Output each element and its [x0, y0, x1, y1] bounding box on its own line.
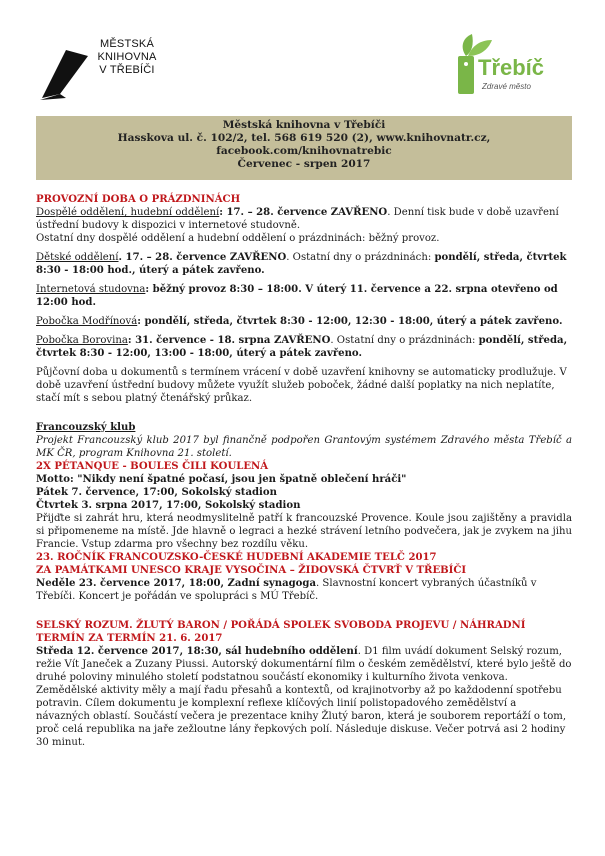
city-name: Třebíč: [478, 55, 545, 80]
header-title: Městská knihovna v Třebíči: [222, 119, 386, 131]
hours-adult: Dospělé oddělení, hudební oddělení: 17. – 28. července ZAVŘENO. Denní tisk bude v době uzavření ústřední budovy k dispozici v internetové studovně.: [36, 207, 559, 231]
hours-modrinova: Pobočka Modřínová: pondělí, středa, čtvrtek 8:30 - 12:00, 12:30 - 18:00, úterý a pátek zavřeno.: [36, 316, 563, 327]
hours-title: PROVOZNÍ DOBA O PRÁZDNINÁCH: [36, 194, 241, 205]
hours-children: Dětské oddělení. 17. – 28. července ZAVŘENO. Ostatní dny o prázdninách: pondělí, středa, čtvrtek 8:30 - 18:00 hod., úterý a pátek zavřeno.: [36, 252, 567, 276]
city-tagline: Zdravé město: [482, 82, 531, 91]
header-period: Červenec - srpen 2017: [237, 158, 371, 170]
adult-label: Dospělé oddělení, hudební oddělení: [36, 207, 220, 218]
event1-desc: Přijďte si zahrát hru, která neodmyslitelně patří k francouzské Provence. Koule jsou zajištěny a pravidla si připomeneme na místě. Jde hlavně o legraci a hezké strávení letního podvečera, jak je zvykem na jihu Francie. Vstup zdarma pro všechny bez rozdílu věku.: [36, 513, 572, 550]
header-facebook: facebook.com/knihovnatrebic: [216, 145, 392, 157]
content: [36, 193, 572, 749]
event2-title1: 23. ROČNÍK FRANCOUZSKO-ČESKÉ HUDEBNÍ AKADEMIE TELČ 2017: [36, 552, 437, 563]
loan-note: Půjčovní doba u dokumentů s termínem vrácení v době uzavření knihovny se automaticky prodlužuje. V době uzavření ústřední budovy můžete využít služeb poboček, žádné další poplatky na nich neplatíte, stačí mít s sebou platný čtenářský průkaz.: [36, 367, 567, 404]
event1-date1: Pátek 7. července, 17:00, Sokolský stadion: [36, 487, 277, 498]
hours-internet: Internetová studovna: běžný provoz 8:30 – 18:00. V úterý 11. července a 22. srpna otevřeno od 12:00 hod.: [36, 284, 558, 308]
header-address: Hasskova ul. č. 102/2, tel. 568 619 520 (2), www.knihovnatr.cz,: [117, 132, 491, 144]
library-logo: [38, 38, 158, 100]
city-badge: [458, 56, 474, 94]
library-logo-text: MĚSTSKÁ KNIHOVNA V TŘEBÍČI: [97, 38, 157, 76]
club-title: Francouzský klub: [36, 422, 136, 433]
hours-adult-other: Ostatní dny dospělé oddělení a hudební oddělení o prázdninách: běžný provoz.: [36, 233, 440, 244]
hours-borovina: Pobočka Borovina: 31. července - 18. srpna ZAVŘENO. Ostatní dny o prázdninách: pondělí, středa, čtvrtek 8:30 - 12:00, 13:00 - 18:00, úterý a pátek zavřeno.: [36, 335, 568, 359]
event1-title: 2X PÉTANQUE - BOULES ČILI KOULENÁ: [36, 461, 269, 472]
city-logo: [446, 32, 546, 104]
event2-title2: ZA PAMÁTKAMI UNESCO KRAJE VYSOČINA – ŽIDOVSKÁ ČTVRŤ V TŘEBÍČI: [36, 565, 467, 576]
book-wing-icon: [38, 46, 90, 100]
event2-info: Neděle 23. července 2017, 18:00, Zadní synagoga. Slavnostní koncert vybraných účastníků v Třebíči. Koncert je pořádán ve spolupráci s MÚ Třebíč.: [36, 578, 537, 602]
event1-motto: Motto: "Nikdy není špatné počasí, jsou jen špatně oblečení hráči": [36, 474, 407, 485]
film-info: Středa 12. července 2017, 18:30, sál hudebního oddělení. D1 film uvádí dokument Selský rozum, režie Vít Janeček a Zuzany Piussi. Autorský dokumentární film o českém zemědělství, které bylo ještě do druhé poloviny minulého století podstatnou součástí ekonomiky i kulturního života venkova. Zemědělské aktivity měly a mají řadu přesahů a kontextů, od krajinotvorby až po každodenní spotřebu potravin. Cílem dokumentu je komplexní reflexe klíčových linií polistopadového zemědělství a návazných oblastí. Součástí večera je prezentace knihy Žlutý baron, která je souborem reportáží o tom, proč celá republika na jaře zežloutne lány řepkových polí. Následuje diskuse. Večer potrvá asi 2 hodiny 30 minut.: [36, 646, 572, 748]
header-box: [36, 116, 572, 180]
event1-date2: Čtvrtek 3. srpna 2017, 17:00, Sokolský stadion: [36, 500, 301, 511]
film-title: SELSKÝ ROZUM. ŽLUTÝ BARON / POŘÁDÁ SPOLEK SVOBODA PROJEVU / NÁHRADNÍ TERMÍN ZA TERMÍN 21. 6. 2017: [36, 620, 526, 644]
club-project-note: Projekt Francouzský klub 2017 byl finančně podpořen Grantovým systémem Zdravého města Třebíč a MK ČR, program Knihovna 21. století.: [36, 435, 572, 459]
